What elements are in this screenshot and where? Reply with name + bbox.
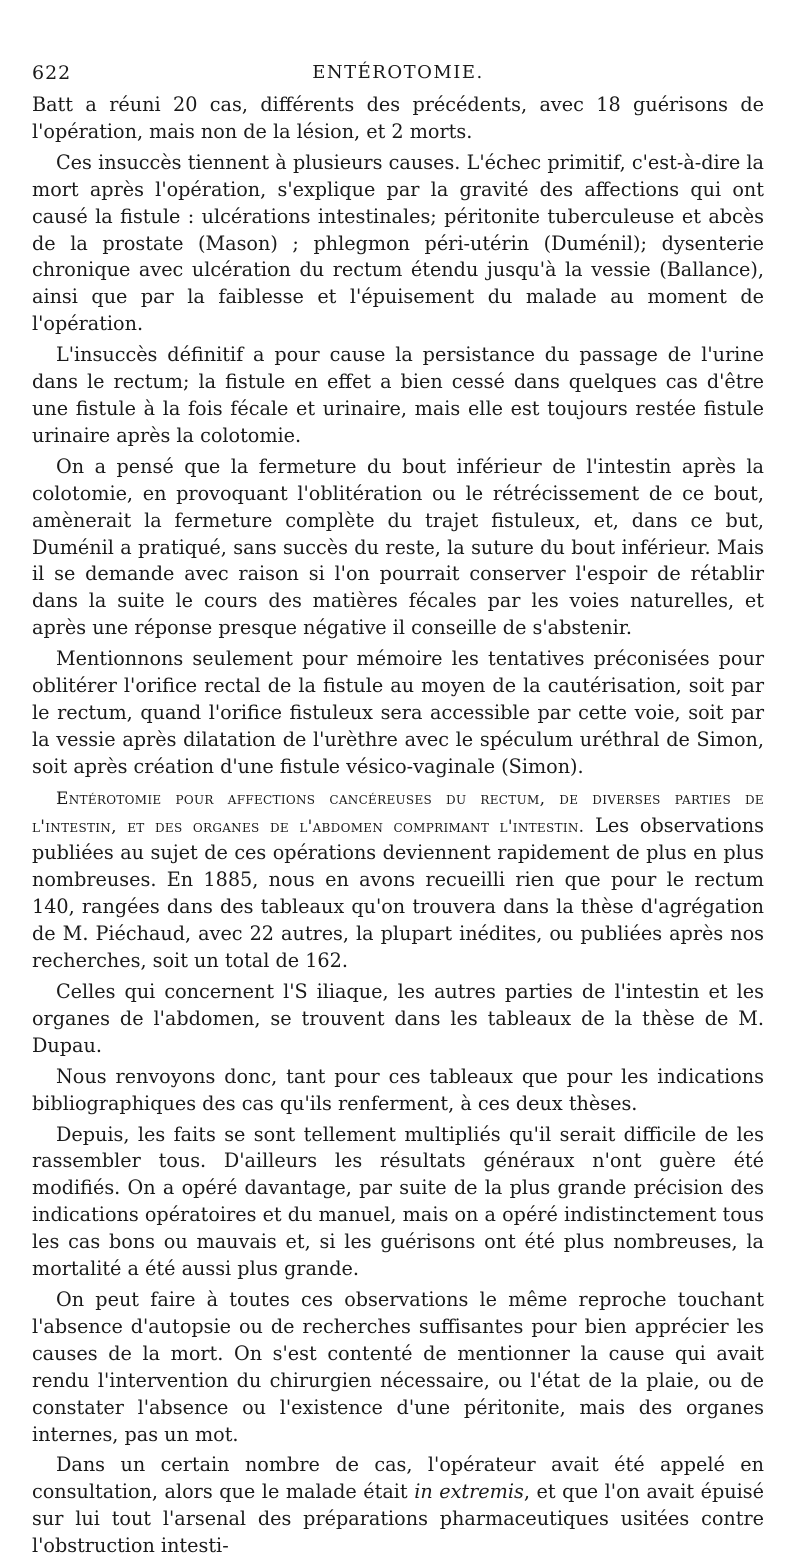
paragraph: Nous renvoyons donc, tant pour ces tableaux que pour les indications bibliographiques des cas qu'ils renferment, à ces deux thèses. bbox=[32, 1064, 764, 1115]
paragraph: On peut faire à toutes ces observations le même reproche touchant l'absence d'autopsie ou de recherches suffisantes pour bien apprécier les causes de la mort. On s'est contenté de mentionner la cause qui avait rendu l'intervention du chirurgien nécessaire, ou l'état de la plaie, ou de constater l'absence ou l'existence d'une péritonite, mais des organes internes, pas un mot. bbox=[32, 1287, 764, 1446]
running-title: ENTÉROTOMIE. bbox=[312, 62, 484, 83]
paragraph: On a pensé que la fermeture du bout inférieur de l'intestin après la colotomie, en provoquant l'oblitération ou le rétrécissement de ce bout, amènerait la fermeture complète du trajet fistuleux, et, dans ce but, Duménil a pratiqué, sans succès du reste, la suture du bout inférieur. Mais il se demande avec raison si l'on pourrait conserver l'espoir de rétablir dans la suite le cours des matières fécales par les voies naturelles, et après une réponse presque négative il conseille de s'abstenir. bbox=[32, 454, 764, 640]
running-head bbox=[32, 58, 764, 92]
last-paragraph-end: , et que l'on avait épuisé sur lui tout l'arsenal des préparations pharmaceutiques usitées contre l'obstruction intesti- bbox=[32, 1480, 764, 1558]
paragraph: Celles qui concernent l'S iliaque, les autres parties de l'intestin et les organes de l'abdomen, se trouvent dans les tableaux de la thèse de M. Dupau. bbox=[32, 980, 764, 1057]
last-paragraph bbox=[32, 1452, 764, 1560]
section-paragraph bbox=[32, 785, 764, 975]
paragraph: Depuis, les faits se sont tellement multipliés qu'il serait difficile de les rassembler tous. D'ailleurs les résultats généraux n'ont guère été modifiés. On a opéré davantage, par suite de la plus grande précision des indications opératoires et du manuel, mais on a opéré indistinctement tous les cas bons ou mauvais et, si les guérisons ont été plus nombreuses, la mortalité a été aussi plus grande. bbox=[32, 1122, 764, 1281]
page-number: 622 bbox=[32, 62, 72, 84]
section-text: Les observations publiées au sujet de ces opérations deviennent rapidement de plus en plus nombreuses. En 1885, nous en avons recueilli rien que pour le rectum 140, rangées dans des tableaux qu'on trouvera dans la thèse d'agrégation de M. Piéchaud, avec 22 autres, la plupart inédites, ou publiées après nos recherches, soit un total de 162. bbox=[32, 813, 764, 973]
paragraph: Batt a réuni 20 cas, différents des précédents, avec 18 guérisons de l'opération, mais non de la lésion, et 2 morts. bbox=[32, 93, 764, 143]
paragraph: Mentionnons seulement pour mémoire les tentatives préconisées pour oblitérer l'orifice rectal de la fistule au moyen de la cautérisation, soit par le rectum, quand l'orifice fistuleux sera accessible par cette voie, soit par la vessie après dilatation de l'urèthre avec le spéculum uréthral de Simon, soit après création d'une fistule vésico-vaginale (Simon). bbox=[32, 647, 764, 778]
last-paragraph-start: Dans un certain nombre de cas, l'opérateur avait été appelé en consultation, alors que le malade était bbox=[32, 1453, 764, 1504]
italic-phrase: in extremis bbox=[414, 1480, 524, 1504]
body-text bbox=[32, 92, 764, 1560]
section-heading: Entérotomie pour affections cancéreuses du rectum, de diverses parties de l'intestin, et des organes de l'abdomen comprimant l'intestin. bbox=[32, 788, 764, 837]
paragraph: L'insuccès définitif a pour cause la persistance du passage de l'urine dans le rectum; la fistule en effet a bien cessé dans quelques cas d'être une fistule à la fois fécale et urinaire, mais elle est toujours restée fistule urinaire après la colotomie. bbox=[32, 343, 764, 447]
paragraph: Ces insuccès tiennent à plusieurs causes. L'échec primitif, c'est-à-dire la mort après l'opération, s'explique par la gravité des affections qui ont causé la fistule : ulcérations intestinales; péritonite tuberculeuse et abcès de la prostate (Mason) ; phlegmon péri-utérin (Duménil); dysenterie chronique avec ulcération du rectum étendu jusqu'à la vessie (Ballance), ainsi que par la faiblesse et l'épuisement du malade au moment de l'opération. bbox=[32, 150, 764, 336]
